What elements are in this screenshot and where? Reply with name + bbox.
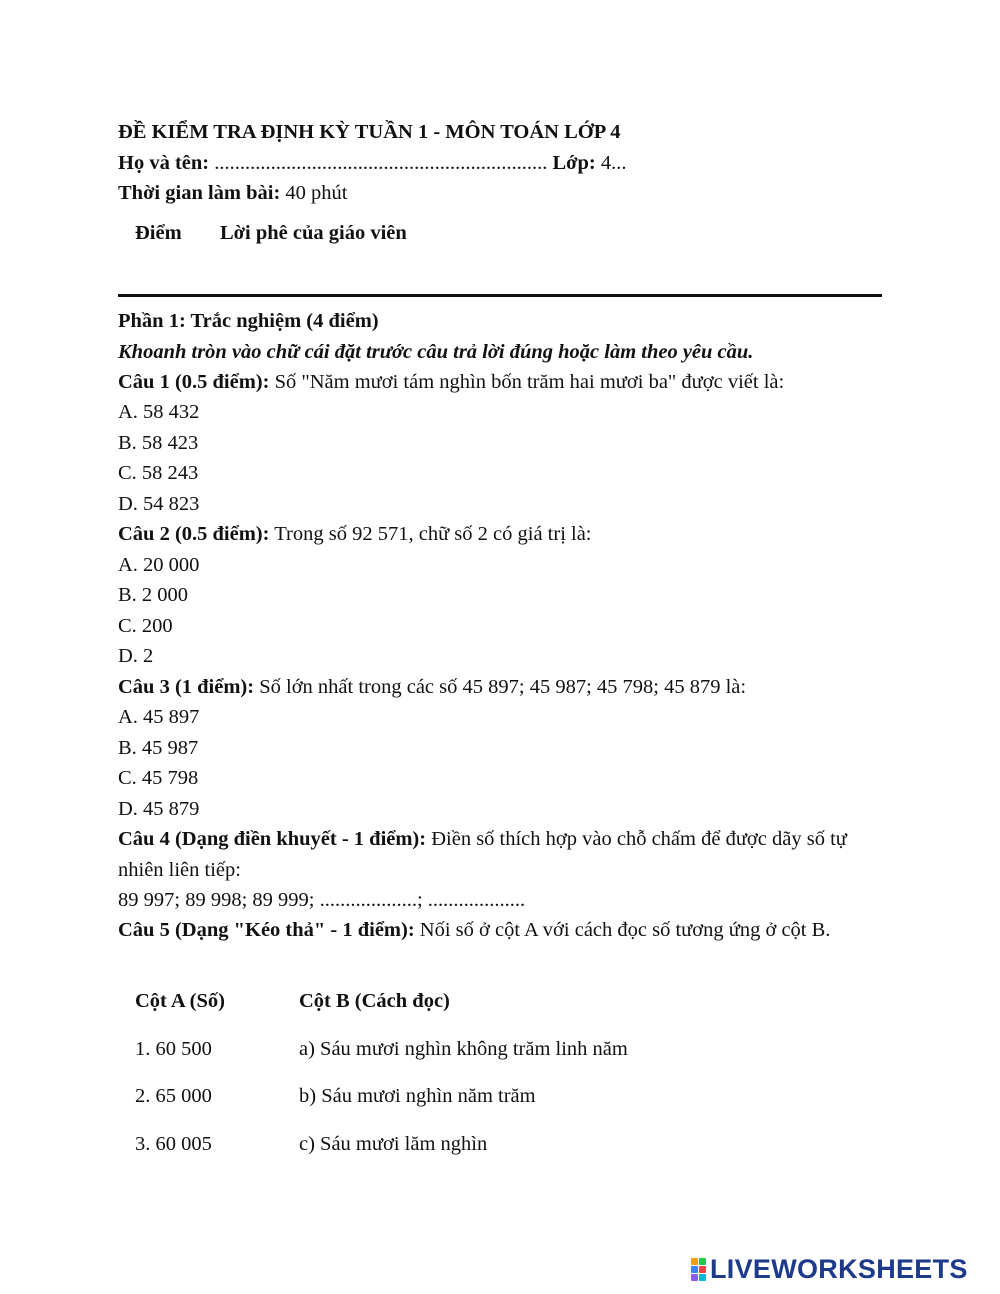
q1-option-d[interactable]: D. 54 823	[118, 493, 200, 515]
q1-option-b[interactable]: B. 58 423	[118, 432, 199, 454]
q1-option-a[interactable]: A. 58 432	[118, 401, 200, 423]
q2-option-a[interactable]: A. 20 000	[118, 554, 200, 576]
question-1	[118, 369, 784, 395]
logo-tile-1	[691, 1258, 698, 1265]
q1-option-c[interactable]: C. 58 243	[118, 462, 199, 484]
match-a-2[interactable]: 2. 65 000	[135, 1085, 212, 1107]
liveworksheets-logo-icon	[691, 1258, 706, 1281]
col-b-header: Cột B (Cách đọc)	[299, 990, 450, 1012]
q3-option-d[interactable]: D. 45 879	[118, 798, 200, 820]
match-a-1[interactable]: 1. 60 500	[135, 1038, 212, 1060]
match-b-b[interactable]: b) Sáu mươi nghìn năm trăm	[299, 1085, 536, 1107]
logo-tile-2	[699, 1258, 706, 1265]
part1-instruction: Khoanh tròn vào chữ cái đặt trước câu trả lời đúng hoặc làm theo yêu cầu.	[118, 341, 754, 363]
name-row	[118, 150, 627, 176]
question-3-label: Câu 3 (1 điểm):	[118, 676, 255, 698]
question-5-text: Nối số ở cột A với cách đọc số tương ứng ở cột B.	[419, 919, 831, 941]
question-4	[118, 824, 882, 885]
col-a-header: Cột A (Số)	[135, 990, 225, 1012]
score-header: Điểm	[135, 222, 182, 244]
name-input[interactable]: .................................................................	[214, 152, 548, 174]
q3-option-c[interactable]: C. 45 798	[118, 767, 199, 789]
part1-title: Phần 1: Trắc nghiệm (4 điểm)	[118, 310, 379, 332]
q4-sequence-input[interactable]: 89 997; 89 998; 89 999; ...................; ...................	[118, 889, 526, 911]
question-4-text: Điền số thích hợp vào chỗ chấm để được dãy số tự nhiên liên tiếp:	[118, 828, 847, 881]
question-3-text: Số lớn nhất trong các số 45 897; 45 987; 45 798; 45 879 là:	[259, 676, 747, 698]
question-1-text: Số "Năm mươi tám nghìn bốn trăm hai mươi ba" được viết là:	[274, 371, 785, 393]
class-label: Lớp:	[552, 152, 596, 174]
question-3	[118, 674, 746, 700]
match-a-3[interactable]: 3. 60 005	[135, 1133, 212, 1155]
page-title: ĐỀ KIỂM TRA ĐỊNH KỲ TUẦN 1 - MÔN TOÁN LỚP 4	[118, 121, 621, 143]
comment-header: Lời phê của giáo viên	[220, 222, 407, 244]
time-label: Thời gian làm bài:	[118, 182, 281, 204]
time-value: 40 phút	[285, 182, 348, 204]
time-row	[118, 180, 348, 206]
name-label: Họ và tên:	[118, 152, 210, 174]
question-2	[118, 521, 592, 547]
q3-option-b[interactable]: B. 45 987	[118, 737, 199, 759]
question-2-label: Câu 2 (0.5 điểm):	[118, 523, 270, 545]
q3-option-a[interactable]: A. 45 897	[118, 706, 200, 728]
divider	[118, 294, 882, 297]
logo-tile-6	[699, 1274, 706, 1281]
question-5-label: Câu 5 (Dạng "Kéo thả" - 1 điểm):	[118, 919, 415, 941]
class-input[interactable]: 4...	[600, 152, 627, 174]
logo-tile-5	[691, 1274, 698, 1281]
match-b-c[interactable]: c) Sáu mươi lăm nghìn	[299, 1133, 488, 1155]
q2-option-c[interactable]: C. 200	[118, 615, 173, 637]
logo-tile-4	[699, 1266, 706, 1273]
question-4-label: Câu 4 (Dạng điền khuyết - 1 điểm):	[118, 828, 427, 850]
question-1-label: Câu 1 (0.5 điểm):	[118, 371, 270, 393]
question-2-text: Trong số 92 571, chữ số 2 có giá trị là:	[274, 523, 592, 545]
liveworksheets-logo	[691, 1254, 968, 1284]
logo-tile-3	[691, 1266, 698, 1273]
question-5	[118, 915, 882, 946]
logo-text: LIVEWORKSHEETS	[710, 1253, 968, 1284]
q2-option-b[interactable]: B. 2 000	[118, 584, 189, 606]
q2-option-d[interactable]: D. 2	[118, 645, 154, 667]
match-b-a[interactable]: a) Sáu mươi nghìn không trăm linh năm	[299, 1038, 628, 1060]
